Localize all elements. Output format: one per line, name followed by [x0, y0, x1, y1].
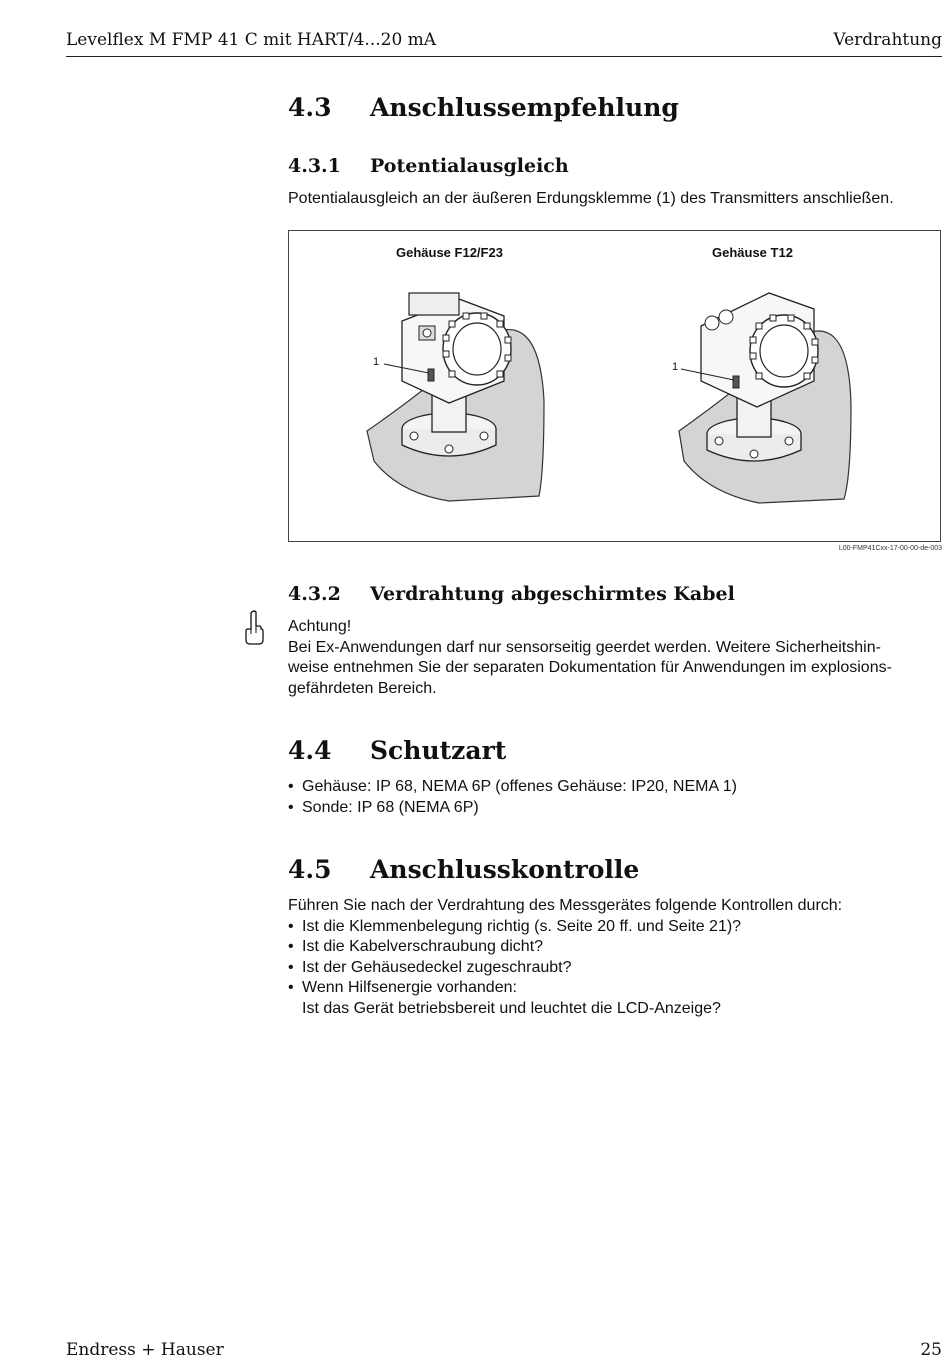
- warning-line: gefährdeten Bereich.: [288, 679, 437, 697]
- warning-line: Bei Ex-Anwendungen darf nur sensorseitig geerdet werden. Weitere Sicherheitshin-: [288, 638, 881, 656]
- heading-number: 4.3.2: [288, 583, 341, 605]
- warning-label: Achtung!: [288, 618, 352, 635]
- list-item: • Wenn Hilfsenergie vorhanden:: [288, 978, 938, 999]
- list-item: • Gehäuse: IP 68, NEMA 6P (offenes Gehäuse: IP20, NEMA 1): [288, 777, 938, 798]
- figure-caption-right: Gehäuse T12: [712, 245, 793, 260]
- warning-note: [288, 617, 938, 699]
- running-header-title: Levelflex M FMP 41 C mit HART/4...20 mA: [66, 30, 437, 50]
- heading-number: 4.4: [288, 736, 332, 765]
- callout-left: 1: [373, 356, 380, 368]
- heading-4-3-1: [0, 155, 950, 181]
- list-item-continuation: Ist das Gerät betriebsbereit und leuchtet die LCD-Anzeige?: [302, 999, 721, 1017]
- header-rule: [66, 56, 942, 57]
- pointing-hand-icon: [243, 610, 265, 646]
- housing-illustrations: [289, 231, 940, 541]
- footer-brand: Endress + Hauser: [66, 1340, 224, 1360]
- list-item: • Ist die Kabelverschraubung dicht?: [288, 937, 938, 958]
- running-header-chapter: Verdrahtung: [833, 30, 942, 50]
- housing-t12-drawing: [679, 293, 851, 503]
- heading-number: 4.3: [288, 93, 332, 122]
- heading-number: 4.3.1: [288, 155, 341, 177]
- figure-id: L00-FMP41Cxx-17-00-00-de-003: [838, 545, 942, 552]
- heading-4-5: [0, 855, 950, 889]
- list-item: • Ist die Klemmenbelegung richtig (s. Seite 20 ff. und Seite 21)?: [288, 917, 938, 938]
- heading-number: 4.5: [288, 855, 332, 884]
- heading-4-4: [0, 736, 950, 770]
- paragraph-potentialausgleich: Potentialausgleich an der äußeren Erdungsklemme (1) des Transmitters anschließen.: [288, 190, 894, 207]
- checklist: [288, 917, 938, 999]
- heading-4-3: [0, 93, 950, 127]
- protection-list: [288, 777, 938, 818]
- checklist-block: [288, 896, 938, 1019]
- checklist-intro: Führen Sie nach der Verdrahtung des Messgerätes folgende Kontrollen durch:: [288, 897, 843, 914]
- list-item: • Ist der Gehäusedeckel zugeschraubt?: [288, 958, 938, 979]
- callout-right: 1: [672, 361, 679, 373]
- figure-housings: [288, 230, 941, 542]
- heading-title: Verdrahtung abgeschirmtes Kabel: [370, 583, 735, 605]
- heading-title: Anschlusskontrolle: [370, 855, 640, 884]
- figure-caption-left: Gehäuse F12/F23: [396, 245, 503, 260]
- page-number: 25: [920, 1340, 942, 1360]
- heading-title: Schutzart: [370, 736, 507, 765]
- heading-title: Potentialausgleich: [370, 155, 569, 177]
- list-item: • Sonde: IP 68 (NEMA 6P): [288, 798, 938, 819]
- heading-4-3-2: [0, 583, 950, 609]
- warning-line: weise entnehmen Sie der separaten Dokumentation für Anwendungen im explosions-: [288, 659, 892, 676]
- heading-title: Anschlussempfehlung: [370, 93, 679, 122]
- housing-f12-f23-drawing: [367, 293, 544, 501]
